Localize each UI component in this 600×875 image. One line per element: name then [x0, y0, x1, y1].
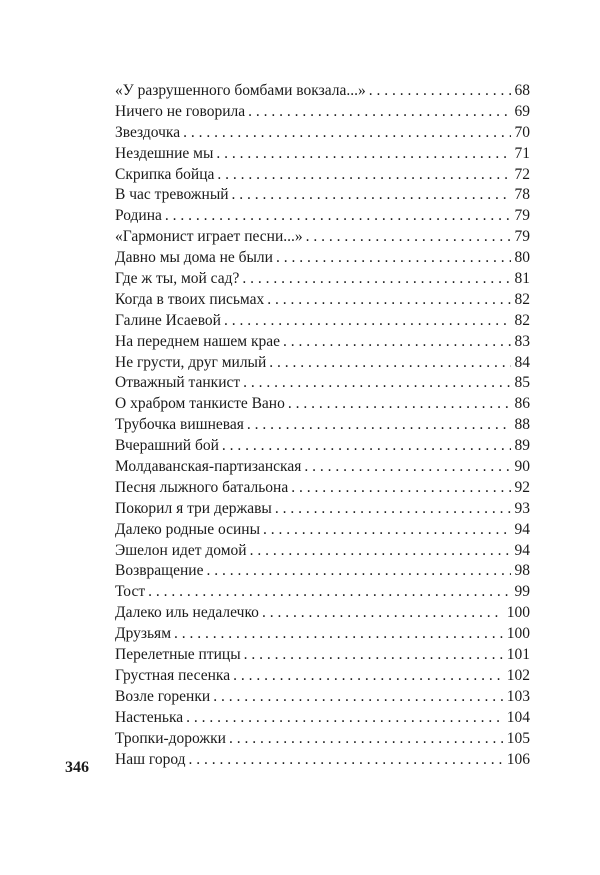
toc-entry-page: 100 — [506, 625, 530, 643]
toc-entry — [115, 708, 530, 729]
toc-entry-page: 69 — [514, 102, 530, 120]
toc-entry-page: 72 — [514, 165, 530, 183]
toc-entry-title: Перелетные птицы — [115, 646, 241, 664]
toc-entry-title: Скрипка бойца — [115, 165, 215, 183]
toc-entry-title: О храбром танкисте Вано — [115, 395, 285, 413]
toc-entry — [115, 415, 530, 436]
toc-entry — [115, 561, 530, 582]
toc-entry-title: Настенька — [115, 708, 184, 726]
toc-entry-page: 99 — [514, 583, 530, 601]
dot-leader — [224, 311, 511, 332]
toc-entry-page: 78 — [514, 186, 530, 204]
dot-leader — [275, 499, 511, 520]
toc-entry-title: Друзьям — [115, 625, 171, 643]
toc-entry-title: Ничего не говорила — [115, 102, 246, 120]
toc-entry-title: «У разрушенного бомбами вокзала...» — [115, 82, 366, 99]
toc-entry-page: 89 — [514, 437, 530, 455]
dot-leader — [189, 750, 503, 771]
toc-entry-title: Возвращение — [115, 562, 204, 580]
dot-leader — [213, 687, 503, 708]
toc-entry — [115, 478, 530, 499]
toc-entry-page: 102 — [506, 666, 530, 684]
toc-entry — [115, 687, 530, 708]
toc-entry — [115, 248, 530, 269]
toc-entry-title: Покорил я три державы — [115, 499, 272, 517]
toc-entry — [115, 603, 530, 624]
page-number: 346 — [65, 759, 89, 776]
dot-leader — [232, 185, 511, 206]
toc-entry — [115, 332, 530, 353]
toc-entry-title: Возле горенки — [115, 687, 211, 705]
toc-entry-title: Родина — [115, 207, 162, 225]
dot-leader — [229, 729, 503, 750]
toc-entry — [115, 499, 530, 520]
toc-entry — [115, 750, 530, 771]
toc-entry — [115, 520, 530, 541]
toc-entry-title: Наш город — [115, 750, 186, 768]
toc-entry-page: 83 — [514, 332, 530, 350]
toc-entry-title: Где ж ты, мой сад? — [115, 270, 240, 288]
toc-entry — [115, 290, 530, 311]
toc-entry-title: Молдаванская-партизанская — [115, 458, 302, 476]
dot-leader — [288, 394, 511, 415]
dot-leader — [276, 248, 511, 269]
dot-leader — [248, 102, 510, 123]
toc-entry-page: 84 — [514, 353, 530, 371]
toc-entry — [115, 102, 530, 123]
toc-entry-title: Когда в твоих письмах — [115, 290, 265, 308]
toc-entry-title: Эшелон идет домой — [115, 541, 247, 559]
toc-entry-page: 79 — [514, 228, 530, 246]
toc-entry — [115, 185, 530, 206]
toc-entry-title: Далеко иль недалечко — [115, 604, 259, 622]
toc-entry-page: 71 — [514, 144, 530, 162]
table-of-contents — [115, 81, 530, 770]
toc-entry-page: 86 — [514, 395, 530, 413]
toc-entry-page: 70 — [514, 123, 530, 141]
toc-entry-page: 93 — [514, 499, 530, 517]
toc-entry-page: 88 — [514, 416, 530, 434]
toc-entry-page: 106 — [506, 750, 530, 768]
toc-entry — [115, 457, 530, 478]
toc-entry-page: 82 — [514, 311, 530, 329]
toc-entry — [115, 165, 530, 186]
dot-leader — [247, 415, 511, 436]
dot-leader — [369, 81, 511, 102]
dot-leader — [269, 353, 510, 374]
toc-entry — [115, 729, 530, 750]
dot-leader — [186, 708, 503, 729]
toc-entry — [115, 541, 530, 562]
dot-leader — [148, 582, 510, 603]
toc-entry — [115, 206, 530, 227]
toc-entry-page: 101 — [506, 646, 530, 664]
dot-leader — [183, 123, 510, 144]
toc-entry-page: 92 — [514, 478, 530, 496]
toc-entry — [115, 394, 530, 415]
toc-entry — [115, 353, 530, 374]
toc-entry-page: 81 — [514, 270, 530, 288]
toc-entry-title: В час тревожный — [115, 186, 229, 204]
toc-entry-page: 94 — [514, 520, 530, 538]
toc-entry-title: «Гармонист играет песни...» — [115, 228, 303, 246]
toc-entry-title: Песня лыжного батальона — [115, 478, 289, 496]
toc-entry-title: Тропки-дорожки — [115, 729, 226, 747]
toc-entry-title: Отважный танкист — [115, 374, 241, 392]
dot-leader — [217, 165, 510, 186]
toc-entry-title: Галине Исаевой — [115, 311, 221, 329]
dot-leader — [242, 269, 510, 290]
toc-entry — [115, 81, 530, 102]
toc-entry — [115, 666, 530, 687]
dot-leader — [304, 457, 510, 478]
toc-entry-title: На переднем нашем крае — [115, 332, 281, 350]
toc-entry-title: Не грусти, друг милый — [115, 353, 267, 371]
dot-leader — [165, 206, 511, 227]
dot-leader — [222, 436, 511, 457]
toc-entry — [115, 645, 530, 666]
toc-entry — [115, 269, 530, 290]
toc-entry — [115, 123, 530, 144]
dot-leader — [262, 603, 503, 624]
toc-entry-page: 100 — [506, 604, 530, 622]
toc-entry-page: 98 — [514, 562, 530, 580]
toc-entry — [115, 624, 530, 645]
toc-entry-title: Тост — [115, 583, 146, 601]
toc-entry-page: 68 — [514, 82, 530, 99]
toc-entry-title: Грустная песенка — [115, 666, 231, 684]
toc-entry-page: 82 — [514, 290, 530, 308]
toc-entry — [115, 227, 530, 248]
toc-entry — [115, 436, 530, 457]
toc-entry — [115, 144, 530, 165]
toc-entry-title: Нездешние мы — [115, 144, 214, 162]
dot-leader — [216, 144, 510, 165]
toc-entry — [115, 373, 530, 394]
toc-entry-page: 85 — [514, 374, 530, 392]
toc-entry-title: Давно мы дома не были — [115, 249, 273, 267]
dot-leader — [283, 332, 510, 353]
toc-entry-page: 79 — [514, 207, 530, 225]
toc-entry-page: 94 — [514, 541, 530, 559]
dot-leader — [250, 541, 511, 562]
toc-entry-page: 103 — [506, 687, 530, 705]
dot-leader — [244, 645, 503, 666]
dot-leader — [306, 227, 511, 248]
toc-entry-page: 90 — [514, 458, 530, 476]
toc-entry-title: Далеко родные осины — [115, 520, 260, 538]
toc-entry-title: Вчерашний бой — [115, 437, 219, 455]
dot-leader — [174, 624, 503, 645]
toc-entry-title: Трубочка вишневая — [115, 416, 244, 434]
dot-leader — [243, 373, 510, 394]
dot-leader — [233, 666, 503, 687]
dot-leader — [267, 290, 510, 311]
toc-entry — [115, 311, 530, 332]
toc-entry-page: 104 — [506, 708, 530, 726]
toc-entry-page: 105 — [506, 729, 530, 747]
dot-leader — [291, 478, 510, 499]
toc-entry-title: Звездочка — [115, 123, 181, 141]
dot-leader — [206, 561, 510, 582]
dot-leader — [263, 520, 511, 541]
toc-entry — [115, 582, 530, 603]
toc-entry-page: 80 — [514, 249, 530, 267]
